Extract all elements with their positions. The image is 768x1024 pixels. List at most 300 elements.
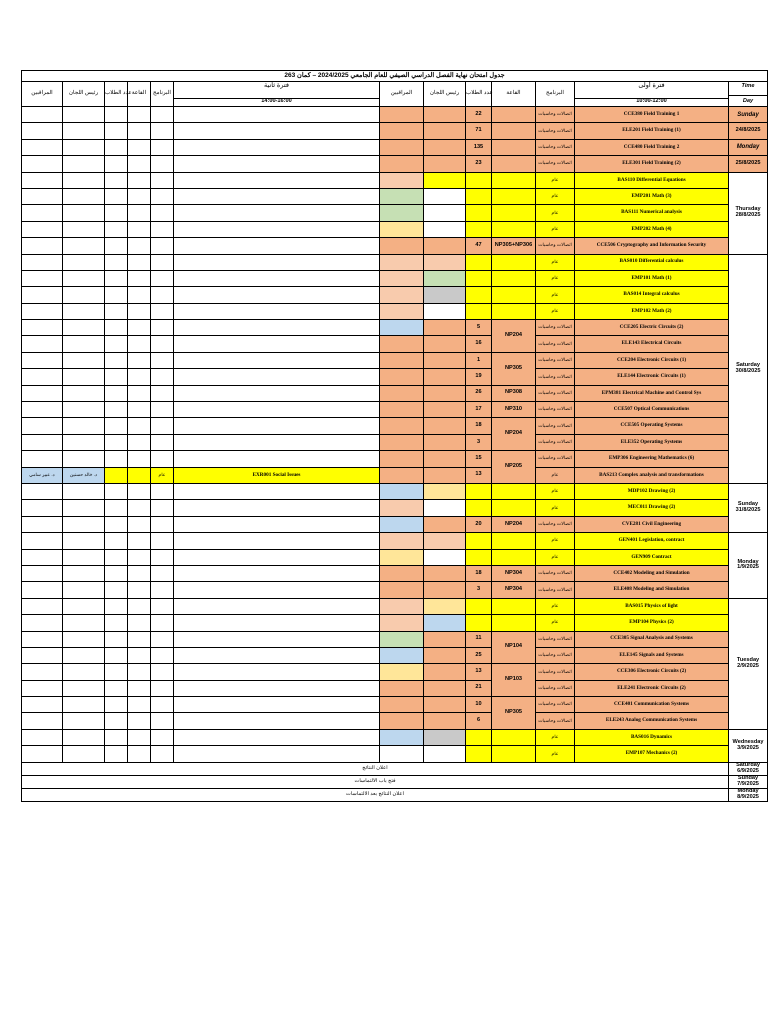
s1-committee-head-cell [424, 697, 466, 713]
s2-hall-cell [128, 287, 151, 303]
s1-hall-cell [492, 221, 536, 237]
s1-hall-cell: NP103 [492, 664, 536, 697]
s2-students-cell [105, 352, 128, 368]
s1-program-cell: عام [536, 303, 575, 319]
s1-program-cell: اتصالات وحاسبات [536, 156, 575, 172]
s2-committee-head-cell [63, 156, 105, 172]
s2-program-header: البرنامج [151, 82, 174, 107]
s1-course-cell: ELE201 Field Training (1) [575, 123, 729, 139]
s2-students-cell [105, 483, 128, 499]
s2-course-cell [174, 303, 380, 319]
day-cell: Sunday [729, 107, 768, 123]
s1-program-cell: عام [536, 746, 575, 762]
s1-invigilators-cell [380, 451, 424, 467]
s2-invigilators-cell [22, 254, 63, 270]
s1-hall-cell [492, 533, 536, 549]
s1-invigilators-cell [380, 598, 424, 614]
day-cell: Monday 1/9/2025 [729, 533, 768, 599]
day-cell: Saturday 30/8/2025 [729, 254, 768, 483]
s2-students-cell [105, 582, 128, 598]
s2-course-cell [174, 549, 380, 565]
s1-students-cell: 11 [466, 631, 492, 647]
s2-students-cell [105, 139, 128, 155]
s2-committee-head-cell [63, 336, 105, 352]
s1-course-cell: MDP102 Drawing (2) [575, 483, 729, 499]
s2-invigilators-cell [22, 434, 63, 450]
s2-committee-head-cell [63, 483, 105, 499]
s1-course-cell: BAS014 Integral calculus [575, 287, 729, 303]
s2-program-cell [151, 172, 174, 188]
s1-students-cell [466, 500, 492, 516]
s1-hall-cell: NP104 [492, 631, 536, 664]
day-cell: Monday [729, 139, 768, 155]
s2-committee-head-cell [63, 549, 105, 565]
s1-program-cell: اتصالات وحاسبات [536, 418, 575, 434]
s1-program-cell: عام [536, 467, 575, 483]
s2-committee-head-cell [63, 615, 105, 631]
s1-course-cell: ELE143 Electrical Circuits [575, 336, 729, 352]
s1-program-cell: اتصالات وحاسبات [536, 647, 575, 663]
s1-committee-head-cell [424, 746, 466, 762]
table-row [22, 516, 768, 532]
s1-committee-head-cell [424, 156, 466, 172]
table-row [22, 172, 768, 188]
s1-program-cell: عام [536, 270, 575, 286]
table-row [22, 598, 768, 614]
s1-committee-head-cell [424, 369, 466, 385]
s2-program-cell [151, 238, 174, 254]
footer-row [22, 775, 768, 788]
s2-students-cell [105, 565, 128, 581]
s1-invigilators-cell [380, 385, 424, 401]
s2-students-cell [105, 713, 128, 729]
s1-invigilators-cell [380, 123, 424, 139]
table-row [22, 402, 768, 418]
s2-program-cell [151, 188, 174, 204]
s2-hall-cell [128, 500, 151, 516]
s1-course-cell: GEN401 Legislation, contract [575, 533, 729, 549]
s2-program-cell [151, 369, 174, 385]
s1-committee-head-cell [424, 123, 466, 139]
s1-committee-head-cell [424, 500, 466, 516]
s2-committee-head-cell [63, 320, 105, 336]
s2-course-cell [174, 664, 380, 680]
s2-hall-cell [128, 254, 151, 270]
s1-hall-cell [492, 205, 536, 221]
s1-program-cell: اتصالات وحاسبات [536, 664, 575, 680]
s1-students-cell: 18 [466, 565, 492, 581]
s1-course-cell: CVE281 Civil Engineering [575, 516, 729, 532]
s1-committee-head-cell [424, 483, 466, 499]
s2-students-cell [105, 287, 128, 303]
s2-hall-cell [128, 172, 151, 188]
s2-committee-head-cell [63, 582, 105, 598]
s1-invigilators-cell [380, 746, 424, 762]
s2-course-cell [174, 385, 380, 401]
s2-hall-cell [128, 434, 151, 450]
s2-committee-head-cell [63, 664, 105, 680]
s2-invigilators-cell [22, 565, 63, 581]
s2-committee-head-cell [63, 516, 105, 532]
s1-invigilators-cell [380, 107, 424, 123]
s1-committee-head-cell [424, 270, 466, 286]
s1-invigilators-cell [380, 631, 424, 647]
s1-course-cell: BAS010 Differential calculus [575, 254, 729, 270]
s2-invigilators-cell [22, 336, 63, 352]
s2-hall-cell [128, 565, 151, 581]
s2-program-cell [151, 139, 174, 155]
s1-students-cell: 26 [466, 385, 492, 401]
s1-committee-head-cell [424, 320, 466, 336]
s2-committee-head-cell [63, 107, 105, 123]
time-day-header [729, 82, 768, 107]
s2-program-cell [151, 483, 174, 499]
s2-students-cell [105, 451, 128, 467]
s1-hall-cell [492, 188, 536, 204]
s1-students-cell [466, 205, 492, 221]
day-label: Day [729, 95, 767, 105]
s2-students-cell [105, 500, 128, 516]
s1-course-cell: BAS016 Dynamics [575, 729, 729, 745]
s1-invigilators-cell [380, 582, 424, 598]
s1-committee-head-cell [424, 172, 466, 188]
s1-invigilators-cell [380, 270, 424, 286]
day-cell: Sunday 31/8/2025 [729, 483, 768, 532]
footer-date: Saturday 6/9/2025 [729, 762, 768, 775]
s2-invigilators-header: المراقبين [22, 82, 63, 107]
s1-invigilators-cell [380, 303, 424, 319]
s1-students-cell: 23 [466, 156, 492, 172]
s2-students-cell [105, 385, 128, 401]
s1-program-cell: اتصالات وحاسبات [536, 336, 575, 352]
s1-committee-head-cell [424, 238, 466, 254]
s1-course-cell: CCE401 Communication Systems [575, 697, 729, 713]
s2-course-cell [174, 238, 380, 254]
s2-hall-cell [128, 123, 151, 139]
s1-program-cell: عام [536, 549, 575, 565]
s1-course-cell: BAS111 Numerical analysis [575, 205, 729, 221]
s1-program-header: البرنامج [536, 82, 575, 107]
s2-program-cell [151, 287, 174, 303]
s1-students-cell [466, 746, 492, 762]
footer-note: اعلان النتائج [22, 762, 729, 775]
s2-students-cell [105, 533, 128, 549]
s1-course-cell: ELE144 Electronic Circuits (1) [575, 369, 729, 385]
s1-students-cell: 135 [466, 139, 492, 155]
s1-invigilators-cell [380, 434, 424, 450]
s1-course-cell: CCE204 Electronic Circuits (1) [575, 352, 729, 368]
table-row [22, 549, 768, 565]
s2-committee-head-cell [63, 533, 105, 549]
s2-invigilators-cell [22, 533, 63, 549]
s2-course-cell [174, 254, 380, 270]
s1-students-cell [466, 615, 492, 631]
s2-program-cell [151, 385, 174, 401]
s1-committee-head-cell [424, 254, 466, 270]
s1-committee-head-header: رئيس اللجان [424, 82, 466, 107]
s2-committee-head-cell [63, 221, 105, 237]
s2-committee-head-cell [63, 434, 105, 450]
s1-students-cell [466, 254, 492, 270]
s2-program-cell [151, 615, 174, 631]
s2-program-cell: عام [151, 467, 174, 483]
s2-hall-cell [128, 336, 151, 352]
s2-course-cell: EXR001 Social Issues [174, 467, 380, 483]
table-row [22, 287, 768, 303]
s2-invigilators-cell [22, 205, 63, 221]
s1-committee-head-cell [424, 647, 466, 663]
s1-course-cell: CCE205 Electric Circuits (2) [575, 320, 729, 336]
s1-invigilators-cell [380, 664, 424, 680]
s1-hall-cell: NP308 [492, 385, 536, 401]
s1-program-cell: اتصالات وحاسبات [536, 565, 575, 581]
table-row [22, 107, 768, 123]
s1-students-cell [466, 303, 492, 319]
s2-committee-head-cell [63, 451, 105, 467]
s1-program-cell: اتصالات وحاسبات [536, 697, 575, 713]
s2-hall-cell [128, 402, 151, 418]
s2-students-cell [105, 402, 128, 418]
s2-hall-cell [128, 107, 151, 123]
s2-course-cell [174, 369, 380, 385]
s2-program-cell [151, 418, 174, 434]
s1-hall-cell [492, 107, 536, 123]
s2-invigilators-cell [22, 697, 63, 713]
s2-committee-head-cell [63, 139, 105, 155]
s1-committee-head-cell [424, 664, 466, 680]
s1-committee-head-cell [424, 336, 466, 352]
page-title: جدول امتحان نهاية الفصل الدراسي الصيفي للعام الجامعي 2024/2025 – كمان 263 [22, 71, 768, 82]
s2-students-cell [105, 188, 128, 204]
s2-program-cell [151, 123, 174, 139]
s1-course-cell: ELE145 Signals and Systems [575, 647, 729, 663]
s2-students-cell [105, 729, 128, 745]
s1-program-cell: عام [536, 172, 575, 188]
table-row [22, 713, 768, 729]
day-cell: Wednesday 3/9/2025 [729, 729, 768, 762]
s2-committee-head-cell [63, 402, 105, 418]
s2-course-cell [174, 270, 380, 286]
s1-program-cell: اتصالات وحاسبات [536, 238, 575, 254]
s1-hall-cell: NP305 [492, 697, 536, 730]
s1-hall-cell [492, 303, 536, 319]
s1-committee-head-cell [424, 205, 466, 221]
s2-invigilators-cell [22, 582, 63, 598]
s1-invigilators-cell [380, 221, 424, 237]
s2-program-cell [151, 746, 174, 762]
table-row [22, 729, 768, 745]
s1-invigilators-cell [380, 549, 424, 565]
s2-committee-head-cell [63, 172, 105, 188]
s2-committee-head-cell [63, 369, 105, 385]
s1-committee-head-cell [424, 385, 466, 401]
s2-course-cell [174, 483, 380, 499]
s1-invigilators-cell [380, 615, 424, 631]
s2-committee-head-cell: د. خالد حسنين [63, 467, 105, 483]
s2-course-cell [174, 565, 380, 581]
s1-program-cell: اتصالات وحاسبات [536, 369, 575, 385]
s1-course-cell: CCE505 Operating Systems [575, 418, 729, 434]
s1-invigilators-cell [380, 188, 424, 204]
s1-program-cell: عام [536, 615, 575, 631]
s1-invigilators-cell [380, 205, 424, 221]
s1-program-cell: اتصالات وحاسبات [536, 451, 575, 467]
s2-students-cell [105, 664, 128, 680]
s1-course-cell: ELE243 Analog Communication Systems [575, 713, 729, 729]
s1-committee-head-cell [424, 139, 466, 155]
s2-invigilators-cell [22, 418, 63, 434]
s1-hall-cell [492, 156, 536, 172]
footer-row [22, 788, 768, 801]
s2-course-cell [174, 631, 380, 647]
s2-invigilators-cell [22, 500, 63, 516]
exam-schedule-table [21, 70, 768, 802]
s1-committee-head-cell [424, 713, 466, 729]
s1-course-cell: EMP201 Math (3) [575, 188, 729, 204]
s1-hall-cell [492, 139, 536, 155]
s2-program-cell [151, 320, 174, 336]
s2-course-cell [174, 451, 380, 467]
table-row [22, 238, 768, 254]
s2-invigilators-cell: د. عبير سامي [22, 467, 63, 483]
s1-committee-head-cell [424, 434, 466, 450]
s2-students-cell [105, 336, 128, 352]
table-row [22, 352, 768, 368]
footer-date: Monday 8/9/2025 [729, 788, 768, 801]
s2-program-cell [151, 697, 174, 713]
s2-invigilators-cell [22, 451, 63, 467]
s2-invigilators-cell [22, 631, 63, 647]
s1-course-cell: EMP107 Mechanics (2) [575, 746, 729, 762]
s2-invigilators-cell [22, 287, 63, 303]
table-row [22, 697, 768, 713]
s1-invigilators-cell [380, 533, 424, 549]
table-row [22, 615, 768, 631]
s1-committee-head-cell [424, 303, 466, 319]
s2-committee-head-cell [63, 188, 105, 204]
s2-course-cell [174, 582, 380, 598]
s2-hall-cell [128, 713, 151, 729]
day-cell: Thursday 28/8/2025 [729, 172, 768, 254]
s1-committee-head-cell [424, 107, 466, 123]
s2-students-cell [105, 254, 128, 270]
s1-students-cell: 6 [466, 713, 492, 729]
s1-program-cell: عام [536, 533, 575, 549]
s1-hall-cell: NP310 [492, 402, 536, 418]
s2-course-cell [174, 320, 380, 336]
s1-period-header [575, 82, 729, 107]
s2-students-cell [105, 303, 128, 319]
s1-hall-cell [492, 500, 536, 516]
s1-program-cell: اتصالات وحاسبات [536, 139, 575, 155]
s1-invigilators-cell [380, 156, 424, 172]
table-row [22, 500, 768, 516]
s2-students-cell [105, 680, 128, 696]
s2-students-cell [105, 615, 128, 631]
s2-students-cell [105, 516, 128, 532]
s2-invigilators-cell [22, 746, 63, 762]
s1-invigilators-cell [380, 680, 424, 696]
s1-course-cell: ELE408 Modeling and Simulation [575, 582, 729, 598]
s2-committee-head-cell [63, 500, 105, 516]
s1-invigilators-cell [380, 254, 424, 270]
table-row [22, 369, 768, 385]
s2-students-cell [105, 123, 128, 139]
s1-program-cell: عام [536, 500, 575, 516]
table-row [22, 631, 768, 647]
s1-committee-head-cell [424, 631, 466, 647]
s1-program-cell: اتصالات وحاسبات [536, 402, 575, 418]
s2-invigilators-cell [22, 549, 63, 565]
table-row [22, 221, 768, 237]
s2-hall-cell [128, 483, 151, 499]
s1-course-cell: ELE301 Field Training (2) [575, 156, 729, 172]
s1-invigilators-cell [380, 483, 424, 499]
s2-course-cell [174, 697, 380, 713]
table-row [22, 664, 768, 680]
table-row [22, 303, 768, 319]
s1-course-cell: CCE506 Cryptography and Information Security [575, 238, 729, 254]
s2-course-cell [174, 336, 380, 352]
s2-hall-cell [128, 188, 151, 204]
s1-program-cell: اتصالات وحاسبات [536, 385, 575, 401]
s1-students-cell [466, 598, 492, 614]
s1-program-cell: اتصالات وحاسبات [536, 352, 575, 368]
s1-hall-cell: NP304 [492, 582, 536, 598]
s2-committee-head-cell [63, 680, 105, 696]
s1-invigilators-cell [380, 320, 424, 336]
s2-invigilators-cell [22, 320, 63, 336]
s2-program-cell [151, 270, 174, 286]
table-row [22, 565, 768, 581]
s2-committee-head-cell [63, 205, 105, 221]
s1-course-cell: ELE352 Operating Systems [575, 434, 729, 450]
s1-invigilators-cell [380, 500, 424, 516]
s1-invigilators-cell [380, 352, 424, 368]
s2-committee-head-cell [63, 238, 105, 254]
s2-course-cell [174, 729, 380, 745]
s1-course-cell: CCE402 Modeling and Simulation [575, 565, 729, 581]
s2-course-cell [174, 500, 380, 516]
s1-students-cell: 47 [466, 238, 492, 254]
s2-course-cell [174, 156, 380, 172]
s1-committee-head-cell [424, 221, 466, 237]
s2-course-cell [174, 598, 380, 614]
s2-hall-cell [128, 647, 151, 663]
s2-committee-head-cell [63, 254, 105, 270]
s2-course-cell [174, 139, 380, 155]
s1-hall-cell [492, 615, 536, 631]
s2-program-cell [151, 352, 174, 368]
s1-invigilators-cell [380, 369, 424, 385]
s2-invigilators-cell [22, 680, 63, 696]
s1-hall-cell: NP204 [492, 418, 536, 451]
s1-program-cell: عام [536, 483, 575, 499]
s1-committee-head-cell [424, 549, 466, 565]
s1-students-cell: 3 [466, 582, 492, 598]
s1-students-header: عدد الطلاب [466, 82, 492, 107]
s2-program-cell [151, 631, 174, 647]
s1-invigilators-cell [380, 172, 424, 188]
s2-invigilators-cell [22, 221, 63, 237]
s2-hall-header: القاعة [128, 82, 151, 107]
s2-hall-cell [128, 746, 151, 762]
s2-program-cell [151, 647, 174, 663]
footer-note: فتح باب الالتماسات [22, 775, 729, 788]
s2-program-cell [151, 598, 174, 614]
s2-program-cell [151, 533, 174, 549]
s1-invigilators-header: المراقبين [380, 82, 424, 107]
